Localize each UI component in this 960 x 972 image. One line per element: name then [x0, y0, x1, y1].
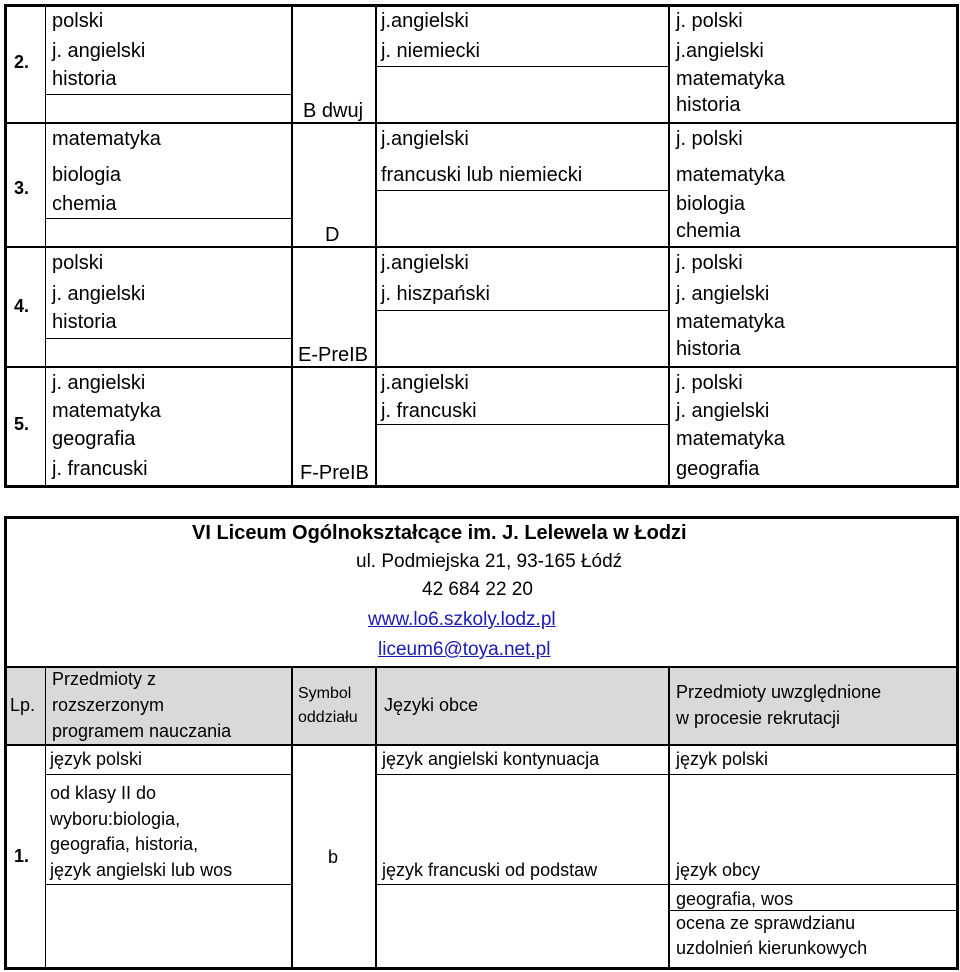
grid-line — [670, 774, 956, 775]
grid-line — [668, 666, 670, 970]
recruit-subject: historia — [676, 338, 741, 360]
recruit-subject: j. polski — [676, 252, 743, 274]
subject: j. angielski — [52, 40, 146, 62]
website-link[interactable]: www.lo6.szkoly.lodz.pl — [368, 609, 556, 630]
recruit-subject: j. polski — [676, 128, 743, 150]
subject: geografia — [52, 428, 136, 450]
grid-line — [375, 424, 668, 425]
language: j. niemiecki — [381, 40, 480, 62]
recruit-subject: język obcy — [676, 860, 761, 880]
subject: j. francuski — [52, 458, 148, 480]
class-symbol: B dwuj — [303, 100, 364, 122]
recruit-subject: matematyka — [676, 164, 785, 186]
header-recruit: Przedmioty uwzględnione — [676, 682, 882, 702]
subject: język angielski lub wos — [50, 860, 233, 880]
school-address: ul. Podmiejska 21, 93-165 Łódź — [356, 551, 623, 572]
grid-line — [45, 774, 291, 775]
header-subjects: Przedmioty z — [52, 669, 157, 689]
recruit-subject: geografia — [676, 458, 760, 480]
grid-line — [375, 774, 668, 775]
row-number: 2. — [14, 52, 30, 72]
school-name: VI Liceum Ogólnokształcące im. J. Lelewela w Łodzi — [192, 522, 687, 544]
grid-line — [670, 884, 956, 885]
class-symbol: b — [328, 847, 339, 867]
grid-line — [375, 310, 668, 311]
language: j.angielski — [381, 128, 469, 150]
subject: wyboru:biologia, — [50, 809, 181, 829]
grid-line — [375, 884, 668, 885]
subject: historia — [52, 68, 117, 90]
language: język francuski od podstaw — [382, 860, 598, 880]
language: j.angielski — [381, 372, 469, 394]
email-link[interactable]: liceum6@toya.net.pl — [378, 639, 551, 660]
grid-line — [45, 218, 291, 219]
grid-line — [45, 338, 291, 339]
grid-line — [45, 884, 291, 885]
grid-line — [291, 666, 293, 970]
grid-line — [45, 94, 291, 95]
recruit-subject: uzdolnień kierunkowych — [676, 938, 868, 958]
grid-line — [375, 66, 668, 67]
language: j.angielski — [381, 252, 469, 274]
subject: język polski — [50, 749, 143, 769]
subject: j. angielski — [52, 283, 146, 305]
recruit-subject: biologia — [676, 193, 745, 215]
header-languages: Języki obce — [384, 695, 479, 715]
language: j. hiszpański — [381, 283, 490, 305]
subject: biologia — [52, 164, 121, 186]
subject: od klasy II do — [50, 783, 157, 803]
subject: chemia — [52, 193, 117, 215]
grid-line — [4, 744, 959, 746]
subject: geografia, historia, — [50, 834, 199, 854]
recruit-subject: historia — [676, 94, 741, 116]
row-number: 1. — [14, 846, 30, 866]
subject: polski — [52, 10, 104, 32]
row-number: 3. — [14, 178, 30, 198]
grid-line — [4, 122, 959, 124]
subject: polski — [52, 252, 104, 274]
recruit-subject: ocena ze sprawdzianu — [676, 913, 856, 933]
recruit-subject: j. polski — [676, 10, 743, 32]
recruit-subject: j. angielski — [676, 400, 770, 422]
subject: historia — [52, 311, 117, 333]
grid-line — [375, 666, 377, 970]
header-symbol: Symbol — [298, 685, 352, 702]
grid-line — [4, 246, 959, 248]
subject: j. angielski — [52, 372, 146, 394]
recruit-subject: język polski — [676, 749, 769, 769]
subject: matematyka — [52, 128, 161, 150]
class-symbol: F-PreIB — [300, 462, 369, 484]
language: język angielski kontynuacja — [382, 749, 600, 769]
grid-line — [45, 666, 46, 970]
header-symbol: oddziału — [298, 709, 358, 726]
recruit-subject: j. polski — [676, 372, 743, 394]
class-symbol: D — [325, 224, 340, 246]
row-number: 4. — [14, 296, 30, 316]
recruit-subject: chemia — [676, 220, 741, 242]
row-number: 5. — [14, 414, 30, 434]
grid-line — [4, 366, 959, 368]
recruit-subject: matematyka — [676, 68, 785, 90]
recruit-subject: matematyka — [676, 311, 785, 333]
recruit-subject: geografia, wos — [676, 889, 794, 909]
subject: matematyka — [52, 400, 161, 422]
recruit-subject: j. angielski — [676, 283, 770, 305]
language: j.angielski — [381, 10, 469, 32]
recruit-subject: j.angielski — [676, 40, 764, 62]
header-recruit: w procesie rekrutacji — [676, 708, 841, 728]
header-lp: Lp. — [10, 695, 36, 715]
language: francuski lub niemiecki — [381, 164, 583, 186]
header-subjects: rozszerzonym — [52, 695, 165, 715]
language: j. francuski — [381, 400, 477, 422]
header-subjects: programem nauczania — [52, 721, 232, 741]
class-symbol: E-PreIB — [298, 344, 369, 366]
grid-line — [375, 190, 668, 191]
recruit-subject: matematyka — [676, 428, 785, 450]
school-phone: 42 684 22 20 — [422, 579, 533, 600]
